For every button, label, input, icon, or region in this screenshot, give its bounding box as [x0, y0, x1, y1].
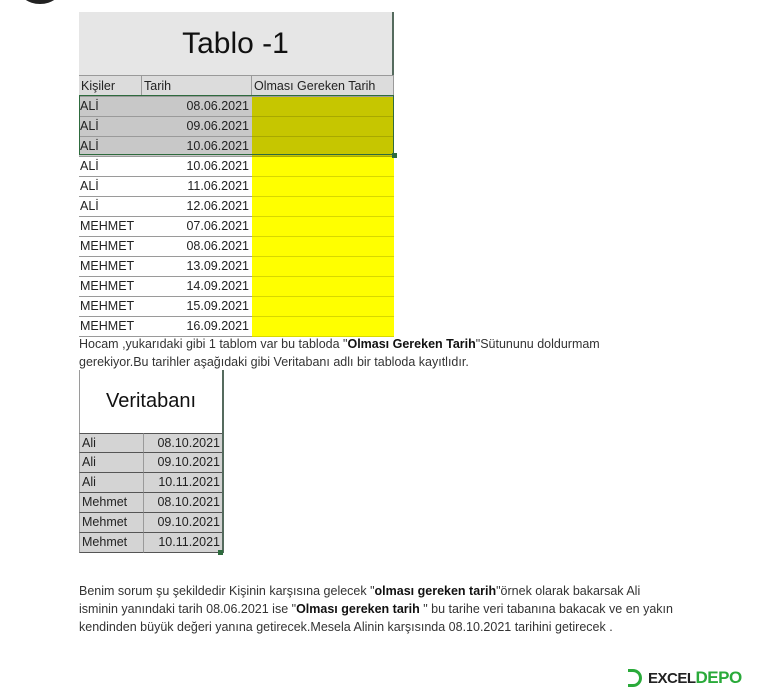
cell-tarih[interactable]: 09.10.2021 — [144, 513, 222, 533]
table-row — [79, 493, 222, 513]
cell-isim[interactable]: Mehmet — [79, 533, 144, 553]
cell-tarih[interactable]: 14.09.2021 — [142, 277, 252, 297]
cell-tarih[interactable]: 16.09.2021 — [142, 317, 252, 337]
paragraph-1-bold: Olması Gereken Tarih — [347, 337, 476, 351]
table-row — [79, 277, 394, 297]
table-row — [79, 97, 394, 117]
cell-olmasi-gereken-tarih[interactable] — [252, 97, 394, 117]
table-row — [79, 433, 222, 453]
cell-tarih[interactable]: 08.06.2021 — [142, 237, 252, 257]
table-row — [79, 117, 394, 137]
table-row — [79, 157, 394, 177]
cell-olmasi-gereken-tarih[interactable] — [252, 137, 394, 157]
header-tarih[interactable]: Tarih — [142, 76, 252, 96]
table-row — [79, 197, 394, 217]
paragraph-2-bold-2: Olması gereken tarih — [296, 602, 420, 616]
veritabani-title: Veritabanı — [79, 370, 222, 433]
question-paragraph-1 — [79, 335, 639, 371]
header-kisiler[interactable]: Kişiler — [79, 76, 142, 96]
table-row — [79, 317, 394, 337]
cell-kisi[interactable]: MEHMET — [79, 257, 142, 277]
cell-kisi[interactable]: ALİ — [79, 137, 142, 157]
table-row — [79, 217, 394, 237]
table-row — [79, 297, 394, 317]
veritabani-body — [79, 433, 222, 553]
cell-tarih[interactable]: 13.09.2021 — [142, 257, 252, 277]
cell-olmasi-gereken-tarih[interactable] — [252, 197, 394, 217]
table-row — [79, 257, 394, 277]
paragraph-2-text-b: "örnek olarak bakarsak Ali isminin yanındaki tarih 08.06.2021 ise " — [79, 584, 641, 616]
cell-olmasi-gereken-tarih[interactable] — [252, 257, 394, 277]
cell-kisi[interactable]: MEHMET — [79, 237, 142, 257]
table-row — [79, 513, 222, 533]
cell-tarih[interactable]: 15.09.2021 — [142, 297, 252, 317]
table-row — [79, 533, 222, 553]
table-1-body — [79, 97, 394, 337]
logo-d-icon — [628, 669, 642, 687]
cell-tarih[interactable]: 08.10.2021 — [144, 493, 222, 513]
cell-olmasi-gereken-tarih[interactable] — [252, 317, 394, 337]
cell-isim[interactable]: Ali — [79, 433, 144, 453]
cell-tarih[interactable]: 07.06.2021 — [142, 217, 252, 237]
logo-suffix: DEPO — [695, 668, 742, 687]
paragraph-2-bold-1: olması gereken tarih — [374, 584, 497, 598]
paragraph-2-text-a: Benim sorum şu şekildedir Kişinin karşısına gelecek " — [79, 584, 375, 598]
paragraph-2-text-c: " bu tarihe veri tabanına bakacak ve en yakın kendinden büyük değeri yanına getirecek.Mesela Alinin karşısında 08.10.2021 tarihini getirecek . — [79, 602, 673, 634]
cell-kisi[interactable]: ALİ — [79, 177, 142, 197]
cell-kisi[interactable]: MEHMET — [79, 217, 142, 237]
cell-tarih[interactable]: 09.10.2021 — [144, 453, 222, 473]
cell-olmasi-gereken-tarih[interactable] — [252, 237, 394, 257]
header-olmasi-gereken-tarih[interactable]: Olması Gereken Tarih — [252, 76, 394, 96]
cell-kisi[interactable]: ALİ — [79, 97, 142, 117]
cell-olmasi-gereken-tarih[interactable] — [252, 217, 394, 237]
table-row — [79, 177, 394, 197]
cell-tarih[interactable]: 08.10.2021 — [144, 433, 222, 453]
table-row — [79, 237, 394, 257]
logo-prefix: EXCEL — [648, 670, 696, 687]
paragraph-1-text-a: Hocam ,yukarıdaki gibi 1 tablom var bu tabloda " — [79, 337, 348, 351]
table-1 — [79, 12, 394, 337]
cell-kisi[interactable]: ALİ — [79, 117, 142, 137]
cell-kisi[interactable]: ALİ — [79, 157, 142, 177]
cell-tarih[interactable]: 10.11.2021 — [144, 533, 222, 553]
cell-kisi[interactable]: MEHMET — [79, 297, 142, 317]
cell-olmasi-gereken-tarih[interactable] — [252, 157, 394, 177]
question-paragraph-2 — [79, 582, 679, 636]
paragraph-1-text-b: "Sütununu doldurmam gerekiyor.Bu tarihler aşağıdaki gibi Veritabanı adlı bir tabloda kayıtlıdır. — [79, 337, 600, 369]
cell-kisi[interactable]: ALİ — [79, 197, 142, 217]
cell-tarih[interactable]: 10.06.2021 — [142, 137, 252, 157]
table-row — [79, 137, 394, 157]
cell-olmasi-gereken-tarih[interactable] — [252, 177, 394, 197]
cell-olmasi-gereken-tarih[interactable] — [252, 117, 394, 137]
cell-isim[interactable]: Mehmet — [79, 513, 144, 533]
cell-olmasi-gereken-tarih[interactable] — [252, 297, 394, 317]
selection-fill-handle[interactable] — [218, 550, 223, 555]
cell-isim[interactable]: Mehmet — [79, 493, 144, 513]
table-1-title: Tablo -1 — [79, 12, 394, 75]
cell-olmasi-gereken-tarih[interactable] — [252, 277, 394, 297]
table-row — [79, 453, 222, 473]
cell-kisi[interactable]: MEHMET — [79, 317, 142, 337]
cell-tarih[interactable]: 09.06.2021 — [142, 117, 252, 137]
exceldepo-logo — [628, 668, 742, 688]
cell-kisi[interactable]: MEHMET — [79, 277, 142, 297]
cell-tarih[interactable]: 12.06.2021 — [142, 197, 252, 217]
corner-decoration — [18, 0, 62, 4]
cell-isim[interactable]: Ali — [79, 473, 144, 493]
table-veritabani — [79, 370, 224, 553]
cell-tarih[interactable]: 08.06.2021 — [142, 97, 252, 117]
cell-tarih[interactable]: 10.11.2021 — [144, 473, 222, 493]
cell-isim[interactable]: Ali — [79, 453, 144, 473]
cell-tarih[interactable]: 11.06.2021 — [142, 177, 252, 197]
table-row — [79, 473, 222, 493]
logo-text — [648, 668, 742, 688]
table-1-header-row — [79, 75, 394, 97]
cell-tarih[interactable]: 10.06.2021 — [142, 157, 252, 177]
